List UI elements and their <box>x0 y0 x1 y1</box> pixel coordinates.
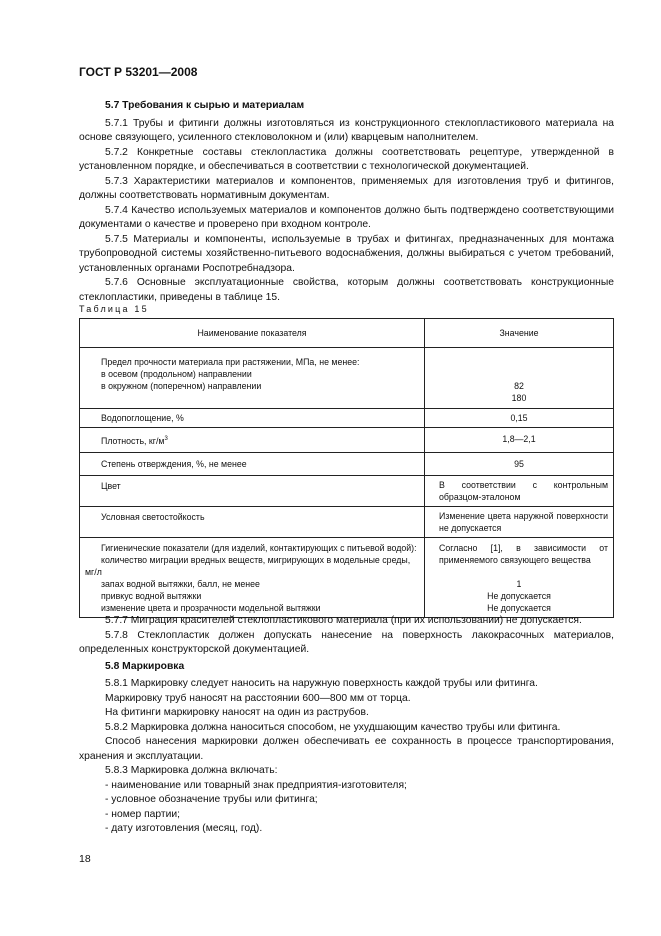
row-value: 82 <box>514 381 524 391</box>
row-text: изменение цвета и прозрачности модельной вытяжки <box>101 602 321 613</box>
table-caption: Таблица 15 <box>79 304 149 314</box>
table-cell-name <box>80 475 425 506</box>
list-item: - условное обозначение трубы или фитинга; <box>105 794 318 805</box>
table-header-row <box>80 319 614 348</box>
table-row <box>80 348 614 409</box>
table-row <box>80 409 614 428</box>
row-text: Плотность, кг/м <box>101 435 165 446</box>
table-cell-name <box>80 348 425 409</box>
row-value: 180 <box>511 393 527 403</box>
row-value: 1 <box>516 578 522 589</box>
row-value: Не допускается <box>487 602 551 613</box>
table-row <box>80 452 614 475</box>
paragraph-5-7-1: 5.7.1 Трубы и фитинги должны изготовляться из конструкционного стеклопластикового материала на основе связующего, усиленного стекловолокном и (или) кварцевым наполнителем. <box>79 117 614 143</box>
row-superscript: 3 <box>164 436 168 442</box>
row-text: запах водной вытяжки, балл, не менее <box>101 578 260 589</box>
row-text: Условная светостойкость <box>101 511 205 522</box>
list-item: - дату изготовления (месяц, год). <box>105 823 263 834</box>
paragraph-5-7-2: 5.7.2 Конкретные составы стеклопластика должны соответствовать рецептуре, утвержденной в установленном порядке, и обеспечиваться в соответствии с технологической документацией. <box>79 146 614 172</box>
paragraph-5-8-1: 5.8.1 Маркировку следует наносить на наружную поверхность каждой трубы или фитинга. <box>105 678 538 689</box>
row-text: Гигиенические показатели (для изделий, контактирующих с питьевой водой): <box>101 542 417 553</box>
paragraph-5-7-5: 5.7.5 Материалы и компоненты, используемые в трубах и фитингах, предназначенных для монтажа трубопроводной системы хозяйственно-питьевого водоснабжения, должны выбираться с учетом требований, установленных органами Роспотребнадзора. <box>79 233 614 274</box>
table-cell-value: 0,15 <box>425 409 614 428</box>
table-cell-value: В соответствии с контрольным образцом-эталоном <box>425 475 614 506</box>
table-cell-value <box>425 348 614 409</box>
table-cell-value: 1,8—2,1 <box>425 428 614 453</box>
paragraph-5-7-8: 5.7.8 Стеклопластик должен допускать нанесение на поверхность лакокрасочных материалов, определенных конструкторской документацией. <box>79 629 614 655</box>
table-cell-name <box>80 428 425 453</box>
table-cell-value: Изменение цвета наружной поверхности не допускается <box>425 506 614 537</box>
paragraph-5-8-1a: Маркировку труб наносят на расстоянии 600—800 мм от торца. <box>105 692 411 704</box>
section-5-8 <box>79 614 614 837</box>
table-cell-value <box>425 537 614 617</box>
row-text: привкус водной вытяжки <box>101 590 202 601</box>
table-row <box>80 506 614 537</box>
row-value: Не допускается <box>487 590 551 601</box>
page-number: 18 <box>79 853 91 865</box>
section-5-8-title: 5.8 Маркировка <box>105 660 185 672</box>
table-15 <box>79 318 614 618</box>
table-cell-name <box>80 452 425 475</box>
paragraph-5-7-7: 5.7.7 Миграция красителей стеклопластикового материала (при их использовании) не допускается. <box>105 615 582 626</box>
table-cell-name <box>80 409 425 428</box>
section-5-7 <box>79 99 614 305</box>
document-header: ГОСТ Р 53201—2008 <box>79 65 198 79</box>
table-row <box>80 537 614 617</box>
paragraph-5-7-3: 5.7.3 Характеристики материалов и компонентов, применяемых для изготовления труб и фитингов, должны соответствовать нормативным документам. <box>79 175 614 201</box>
list-item: - номер партии; <box>105 808 180 820</box>
table-cell-name <box>80 506 425 537</box>
table-cell-value: 95 <box>425 452 614 475</box>
table-row <box>80 428 614 453</box>
row-text: Водопоглощение, % <box>101 413 184 423</box>
row-text: в окружном (поперечном) направлении <box>101 381 262 391</box>
row-text: Степень отверждения, %, не менее <box>101 458 247 469</box>
table-header-value: Значение <box>425 319 614 348</box>
table-header-name: Наименование показателя <box>80 319 425 348</box>
row-text: в осевом (продольном) направлении <box>101 369 252 379</box>
paragraph-5-8-1b: На фитинги маркировку наносят на один из раструбов. <box>105 707 369 718</box>
list-item: - наименование или товарный знак предприятия-изготовителя; <box>105 779 407 791</box>
paragraph-5-8-3: 5.8.3 Маркировка должна включать: <box>105 765 278 776</box>
paragraph-5-7-6: 5.7.6 Основные эксплуатационные свойства, которым должны соответствовать конструкционные стеклопластики, приведены в таблице 15. <box>79 277 614 303</box>
paragraph-5-8-2a: Способ нанесения маркировки должен обеспечивать ее сохранность в процессе транспортирования, хранения и эксплуатации. <box>79 736 614 762</box>
row-value: Согласно [1], в зависимости от применяемого связующего вещества <box>439 542 608 565</box>
paragraph-5-7-4: 5.7.4 Качество используемых материалов и компонентов должно быть подтверждено соответствующими документами о качестве и проверено при входном контроле. <box>79 204 614 230</box>
row-text: Цвет <box>101 480 121 491</box>
paragraph-5-8-2: 5.8.2 Маркировка должна наноситься способом, не ухудшающим качество трубы или фитинга. <box>105 721 561 733</box>
row-text: количество миграции вредных веществ, мигрирующих в модельные среды, мг/л <box>85 554 411 577</box>
row-text: Предел прочности материала при растяжении, МПа, не менее: <box>101 357 360 367</box>
table-cell-name <box>80 537 425 617</box>
table-row <box>80 475 614 506</box>
section-5-7-title: 5.7 Требования к сырью и материалам <box>105 100 305 111</box>
